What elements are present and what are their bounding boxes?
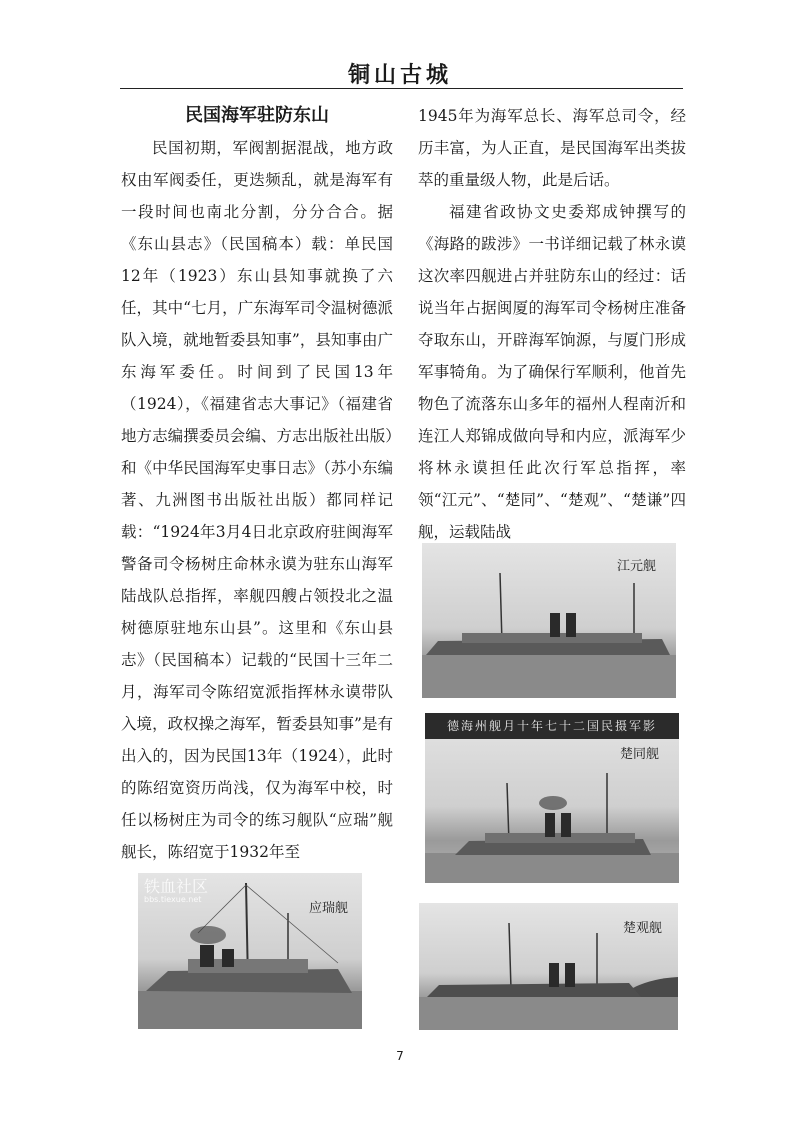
photo-banner: 德海州舰月十年七十二国民摄军影 <box>425 713 679 739</box>
watermark-text: 铁血社区 <box>144 877 209 896</box>
header-divider <box>120 88 683 89</box>
body-paragraph: 福建省政协文史委郑成钟撰写的《海路的跋涉》一书详细记载了林永谟这次率四舰进占并驻防东山的经过：话说当年占据闽厦的海军司令杨树庄准备夺取东山，开辟海军饷源，与厦门形成军事犄角。为了确保行军顺利，他首先物色了流落东山多年的福州人程南沂和连江人郑锦成做向导和内应，派海军少将林永谟担任此次行军总指挥，率领“江元”、“楚同”、“楚观”、“楚谦”四舰，运载陆战 <box>418 203 686 541</box>
photo-caption: 江元舰 <box>616 559 656 574</box>
body-paragraph: 民国初期，军阀割据混战，地方政权由军阀委任，更迭频乱，就是海军有一段时间也南北分割，分分合合。据《东山县志》（民国稿本）载：单民国12年（1923）东山县知事就换了六任，其中“七月，广东海军司令温树德派队入境，就地暂委县知事”，县知事由广东海军委任。时间到了民国13年（1924），《福建省志大事记》（福建省地方志编撰委员会编、方志出版社出版）和《中华民国海军史事日志》（苏小东编著、九洲图书出版社出版）都同样记载：“1924年3月4日北京政府驻闽海军警备司令杨树庄命林永谟为驻东山海军陆战队总指挥，率舰四艘占领投北之温树德原驻地东山县”。这里和《东山县志》（民国稿本）记载的“民国十三年二月，海军司令陈绍宽派指挥林永谟带队入境，政权操之海军，暂委县知事”是有出入的，因为民国13年（1924），此时的陈绍宽资历尚浅，仅为海军中校，时任以杨树庄为司令的练习舰队“应瑞”舰舰长，陈绍宽于1932年至 <box>121 139 393 861</box>
watermark <box>144 879 208 905</box>
header-title: 铜山古城 <box>347 62 452 88</box>
left-column <box>121 100 393 868</box>
page-number: 7 <box>396 1049 404 1063</box>
right-column <box>418 100 686 548</box>
watermark-url: bbs.tiexue.net <box>144 895 202 904</box>
photo-chutong-ship <box>425 713 679 883</box>
body-paragraph: 1945年为海军总长、海军总司令，经历丰富，为人正直，是民国海军出类拔萃的重量级人物，此是后话。 <box>418 107 686 189</box>
photo-caption: 楚同舰 <box>619 747 659 762</box>
photo-caption: 楚观舰 <box>622 921 662 936</box>
photo-chuguan-ship <box>419 903 678 1030</box>
photo-caption: 应瑞舰 <box>308 901 348 916</box>
photo-yingrui-ship <box>138 873 362 1029</box>
photo-jiangyuan-ship <box>422 543 676 698</box>
article-title: 民国海军驻防东山 <box>185 105 329 126</box>
